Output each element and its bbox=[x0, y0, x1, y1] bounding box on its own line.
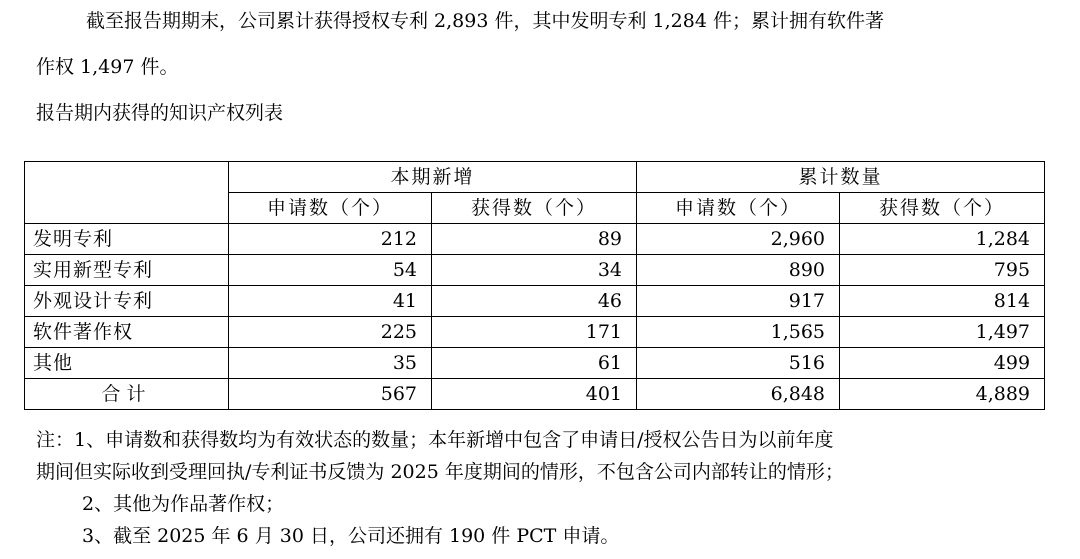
cell-value: 890 bbox=[637, 255, 840, 286]
sub-header-granted-cumulative: 获得数（个） bbox=[840, 193, 1045, 224]
table-title: 报告期内获得的知识产权列表 bbox=[36, 102, 284, 124]
table-total-row bbox=[25, 379, 1045, 410]
sub-header-applications-cumulative: 申请数（个） bbox=[637, 193, 840, 224]
table-group-header-row bbox=[25, 162, 1045, 193]
row-category: 软件著作权 bbox=[25, 317, 229, 348]
table-row bbox=[25, 348, 1045, 379]
note-1-line-2: 期间但实际收到受理回执/专利证书反馈为 2025 年度期间的情形，不包含公司内部转让的情形； bbox=[36, 461, 844, 483]
row-category-total: 合计 bbox=[25, 379, 229, 410]
cell-value: 212 bbox=[229, 224, 432, 255]
ip-table bbox=[24, 161, 1045, 410]
note-2: 2、其他为作品著作权； bbox=[82, 493, 285, 515]
row-category: 发明专利 bbox=[25, 224, 229, 255]
cell-value: 1,497 bbox=[840, 317, 1045, 348]
cell-value: 41 bbox=[229, 286, 432, 317]
row-category: 实用新型专利 bbox=[25, 255, 229, 286]
cell-value: 35 bbox=[229, 348, 432, 379]
cell-value: 2,960 bbox=[637, 224, 840, 255]
intro-paragraph bbox=[36, 2, 1060, 40]
group-header-cumulative: 累计数量 bbox=[637, 162, 1045, 193]
note-3: 3、截至 2025 年 6 月 30 日，公司还拥有 190 件 PCT 申请。 bbox=[82, 525, 620, 547]
cell-value: 1,284 bbox=[840, 224, 1045, 255]
cell-value: 89 bbox=[432, 224, 637, 255]
cell-value: 171 bbox=[432, 317, 637, 348]
sub-header-granted-current: 获得数（个） bbox=[432, 193, 637, 224]
cell-value: 61 bbox=[432, 348, 637, 379]
cell-value: 1,565 bbox=[637, 317, 840, 348]
cell-value: 4,889 bbox=[840, 379, 1045, 410]
cell-value: 567 bbox=[229, 379, 432, 410]
table-corner-cell bbox=[25, 162, 229, 224]
cell-value: 814 bbox=[840, 286, 1045, 317]
cell-value: 225 bbox=[229, 317, 432, 348]
cell-value: 917 bbox=[637, 286, 840, 317]
table-row bbox=[25, 224, 1045, 255]
cell-value: 401 bbox=[432, 379, 637, 410]
cell-value: 6,848 bbox=[637, 379, 840, 410]
intro-paragraph-continued bbox=[36, 48, 1060, 86]
row-category: 外观设计专利 bbox=[25, 286, 229, 317]
table-row bbox=[25, 317, 1045, 348]
cell-value: 499 bbox=[840, 348, 1045, 379]
table-row bbox=[25, 255, 1045, 286]
note-1-line-1: 注：1、申请数和获得数均为有效状态的数量；本年新增中包含了申请日/授权公告日为以前年度 bbox=[36, 429, 834, 451]
table-row bbox=[25, 286, 1045, 317]
table-notes bbox=[36, 424, 1064, 552]
cell-value: 34 bbox=[432, 255, 637, 286]
cell-value: 795 bbox=[840, 255, 1045, 286]
intro-line-1: 截至报告期期末，公司累计获得授权专利 2,893 件，其中发明专利 1,284 件；累计拥有软件著 bbox=[86, 10, 884, 32]
cell-value: 54 bbox=[229, 255, 432, 286]
cell-value: 516 bbox=[637, 348, 840, 379]
row-category: 其他 bbox=[25, 348, 229, 379]
intro-line-2: 作权 1,497 件。 bbox=[36, 56, 179, 78]
group-header-current-period: 本期新增 bbox=[229, 162, 637, 193]
sub-header-applications-current: 申请数（个） bbox=[229, 193, 432, 224]
cell-value: 46 bbox=[432, 286, 637, 317]
